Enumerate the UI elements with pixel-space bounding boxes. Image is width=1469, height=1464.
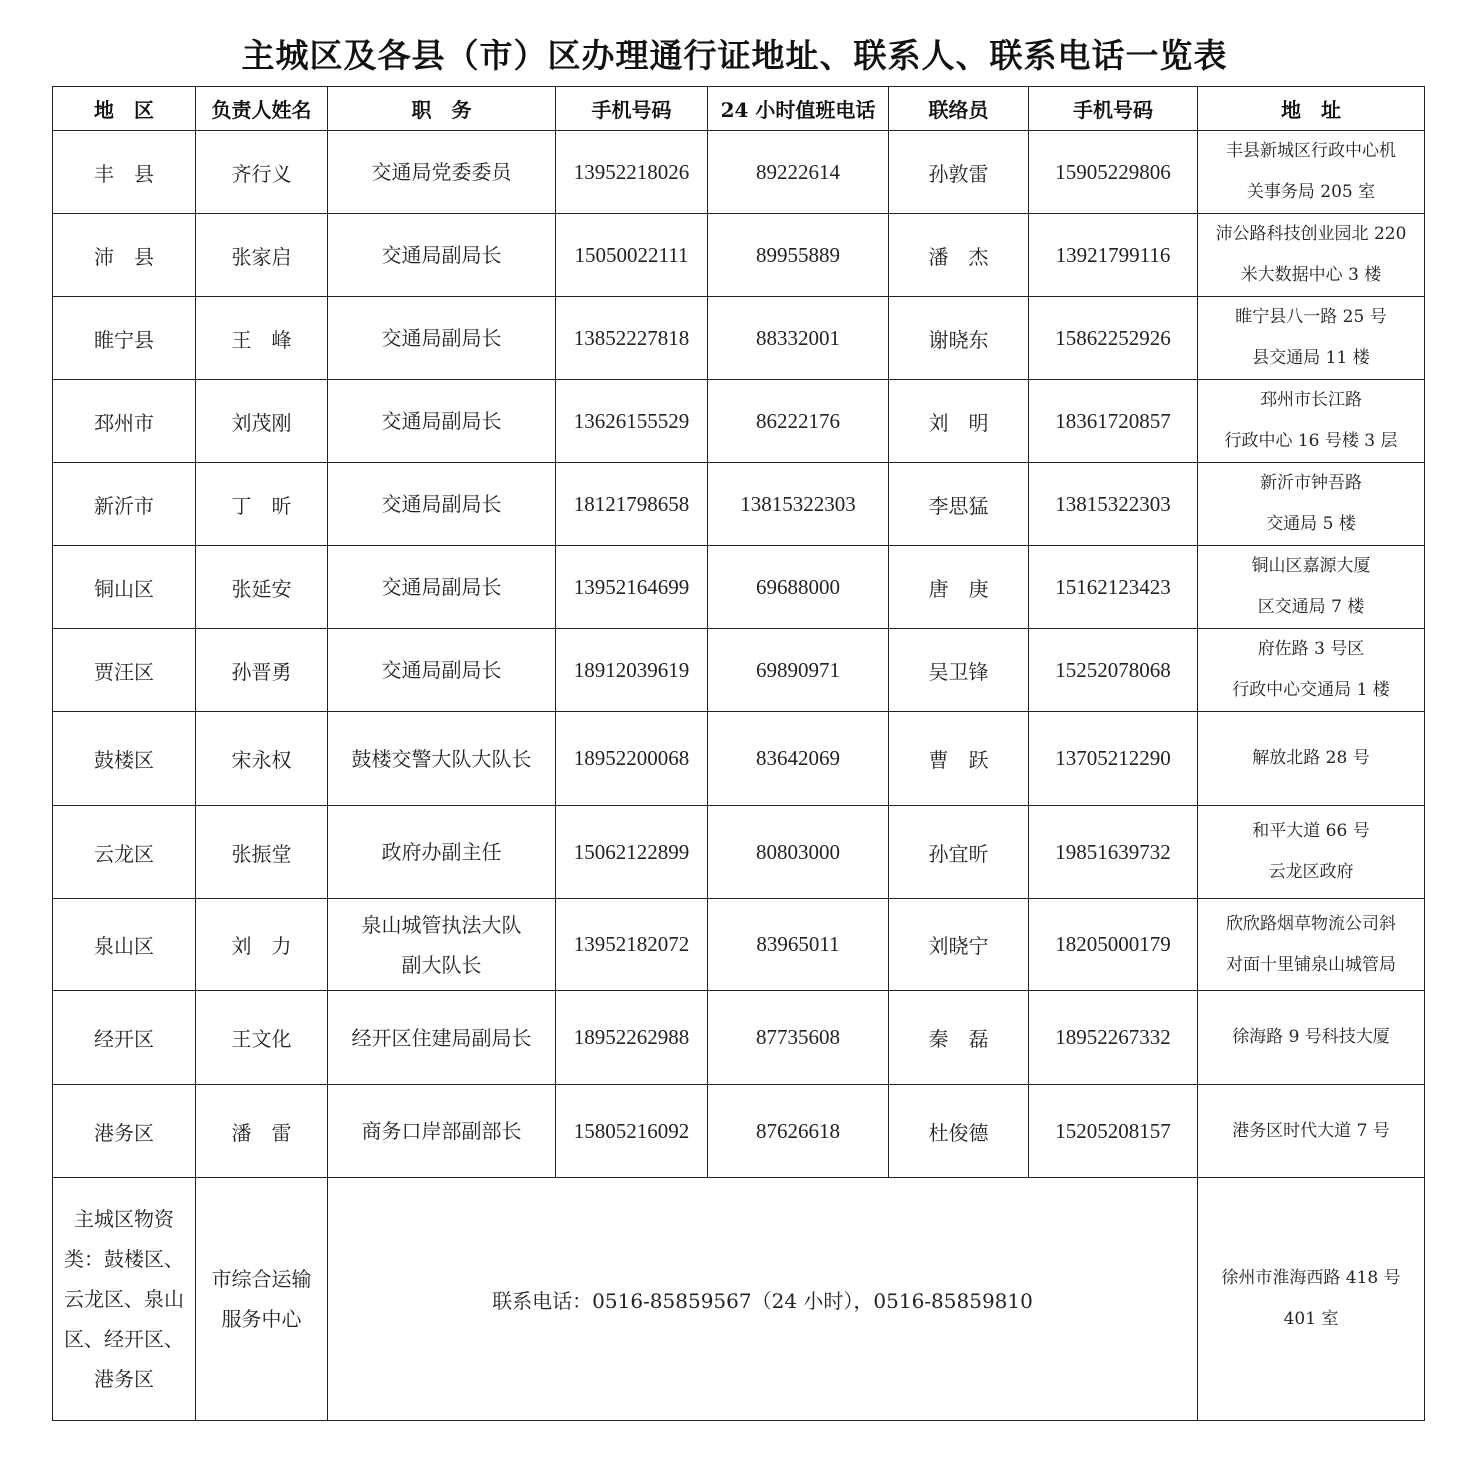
liaison-cell: 潘 杰 bbox=[889, 214, 1029, 297]
region-cell: 铜山区 bbox=[53, 546, 196, 629]
leader-cell: 张延安 bbox=[196, 546, 328, 629]
address-line: 府佐路 3 号区 bbox=[1257, 639, 1365, 659]
liaison-cell: 孙敦雷 bbox=[889, 131, 1029, 214]
leader-cell: 宋永权 bbox=[196, 712, 328, 806]
address-cell bbox=[1198, 991, 1425, 1085]
address-cell bbox=[1198, 214, 1425, 297]
position-line: 交通局党委委员 bbox=[371, 160, 512, 184]
address-line: 区交通局 7 楼 bbox=[1257, 597, 1365, 617]
address-line: 丰县新城区行政中心机 bbox=[1226, 141, 1396, 161]
address-line: 401 室 bbox=[1283, 1309, 1339, 1329]
mobile-cell: 15805216092 bbox=[556, 1085, 708, 1178]
address-line: 和平大道 66 号 bbox=[1252, 821, 1370, 841]
liaison-cell: 杜俊德 bbox=[889, 1085, 1029, 1178]
address-line: 徐州市淮海西路 418 号 bbox=[1221, 1268, 1401, 1288]
position-cell bbox=[328, 899, 556, 991]
summary-address-cell bbox=[1198, 1178, 1425, 1421]
leader-cell: 张振堂 bbox=[196, 806, 328, 899]
mobile-cell: 13952182072 bbox=[556, 899, 708, 991]
position-line: 交通局副局长 bbox=[381, 326, 502, 350]
address-cell bbox=[1198, 806, 1425, 899]
liaison-cell: 曹 跃 bbox=[889, 712, 1029, 806]
liaison-cell: 刘 明 bbox=[889, 380, 1029, 463]
address-cell bbox=[1198, 712, 1425, 806]
header-duty-phone: 24 小时值班电话 bbox=[708, 87, 889, 131]
liaison-mobile-cell: 13815322303 bbox=[1029, 463, 1198, 546]
position-cell bbox=[328, 629, 556, 712]
position-cell bbox=[328, 380, 556, 463]
mobile-cell: 13852227818 bbox=[556, 297, 708, 380]
duty-phone-cell: 89222614 bbox=[708, 131, 889, 214]
table-row bbox=[53, 806, 1425, 899]
table-row bbox=[53, 297, 1425, 380]
address-line: 睢宁县八一路 25 号 bbox=[1235, 307, 1387, 327]
table-row bbox=[53, 899, 1425, 991]
page-title: 主城区及各县（市）区办理通行证地址、联系人、联系电话一览表 bbox=[241, 36, 1228, 75]
region-cell: 邳州市 bbox=[53, 380, 196, 463]
position-cell bbox=[328, 297, 556, 380]
mobile-cell: 13952218026 bbox=[556, 131, 708, 214]
region-cell: 泉山区 bbox=[53, 899, 196, 991]
table-row bbox=[53, 546, 1425, 629]
table-row bbox=[53, 214, 1425, 297]
header-leader: 负责人姓名 bbox=[196, 87, 328, 131]
position-line: 经开区住建局副局长 bbox=[351, 1025, 532, 1050]
address-line: 对面十里铺泉山城管局 bbox=[1226, 954, 1396, 975]
region-cell: 贾汪区 bbox=[53, 629, 196, 712]
summary-contact-cell: 联系电话：0516-85859567（24 小时），0516-85859810 bbox=[328, 1178, 1198, 1421]
region-cell: 新沂市 bbox=[53, 463, 196, 546]
position-cell bbox=[328, 806, 556, 899]
address-line: 铜山区嘉源大厦 bbox=[1251, 556, 1371, 576]
address-cell bbox=[1198, 131, 1425, 214]
address-line: 行政中心交通局 1 楼 bbox=[1232, 680, 1390, 700]
position-line: 商务口岸部副部长 bbox=[361, 1119, 522, 1143]
duty-phone-cell: 69688000 bbox=[708, 546, 889, 629]
liaison-cell: 刘晓宁 bbox=[889, 899, 1029, 991]
region-cell: 沛 县 bbox=[53, 214, 196, 297]
address-cell bbox=[1198, 1085, 1425, 1178]
address-line: 县交通局 11 楼 bbox=[1252, 348, 1370, 368]
liaison-mobile-cell: 18952267332 bbox=[1029, 991, 1198, 1085]
address-line: 新沂市钟吾路 bbox=[1260, 473, 1362, 493]
duty-phone-cell: 80803000 bbox=[708, 806, 889, 899]
liaison-cell: 吴卫锋 bbox=[889, 629, 1029, 712]
region-cell: 丰 县 bbox=[53, 131, 196, 214]
liaison-mobile-cell: 18205000179 bbox=[1029, 899, 1198, 991]
address-line: 交通局 5 楼 bbox=[1266, 514, 1356, 534]
position-line: 政府办副主任 bbox=[381, 840, 502, 864]
address-line: 徐海路 9 号科技大厦 bbox=[1232, 1027, 1390, 1047]
mobile-cell: 15062122899 bbox=[556, 806, 708, 899]
position-line: 鼓楼交警大队大队长 bbox=[351, 746, 532, 771]
liaison-mobile-cell: 15252078068 bbox=[1029, 629, 1198, 712]
leader-cell: 刘茂刚 bbox=[196, 380, 328, 463]
summary-row bbox=[53, 1178, 1425, 1421]
summary-leader-cell: 市综合运输服务中心 bbox=[196, 1178, 328, 1421]
leader-cell: 张家启 bbox=[196, 214, 328, 297]
position-line: 泉山城管执法大队 bbox=[361, 912, 522, 937]
region-cell: 港务区 bbox=[53, 1085, 196, 1178]
address-line: 解放北路 28 号 bbox=[1252, 748, 1370, 768]
address-line: 关事务局 205 室 bbox=[1246, 182, 1376, 202]
region-cell: 云龙区 bbox=[53, 806, 196, 899]
address-line: 欣欣路烟草物流公司斜 bbox=[1226, 913, 1396, 934]
region-cell: 经开区 bbox=[53, 991, 196, 1085]
duty-phone-cell: 87735608 bbox=[708, 991, 889, 1085]
liaison-mobile-cell: 13921799116 bbox=[1029, 214, 1198, 297]
table-row bbox=[53, 131, 1425, 214]
leader-cell: 刘 力 bbox=[196, 899, 328, 991]
position-line: 交通局副局长 bbox=[381, 575, 502, 599]
table-row bbox=[53, 991, 1425, 1085]
liaison-mobile-cell: 15205208157 bbox=[1029, 1085, 1198, 1178]
position-cell bbox=[328, 546, 556, 629]
position-cell bbox=[328, 712, 556, 806]
summary-region-cell: 主城区物资类：鼓楼区、云龙区、泉山区、经开区、港务区 bbox=[53, 1178, 196, 1421]
duty-phone-cell: 87626618 bbox=[708, 1085, 889, 1178]
liaison-cell: 谢晓东 bbox=[889, 297, 1029, 380]
table-row bbox=[53, 463, 1425, 546]
mobile-cell: 13952164699 bbox=[556, 546, 708, 629]
leader-cell: 王 峰 bbox=[196, 297, 328, 380]
table-body bbox=[53, 131, 1425, 1421]
position-cell bbox=[328, 214, 556, 297]
address-cell bbox=[1198, 899, 1425, 991]
liaison-cell: 唐 庚 bbox=[889, 546, 1029, 629]
address-line: 邳州市长江路 bbox=[1260, 390, 1362, 410]
header-address: 地 址 bbox=[1198, 87, 1425, 131]
liaison-mobile-cell: 19851639732 bbox=[1029, 806, 1198, 899]
liaison-mobile-cell: 13705212290 bbox=[1029, 712, 1198, 806]
mobile-cell: 18912039619 bbox=[556, 629, 708, 712]
address-cell bbox=[1198, 629, 1425, 712]
mobile-cell: 18952262988 bbox=[556, 991, 708, 1085]
position-cell bbox=[328, 991, 556, 1085]
mobile-cell: 15050022111 bbox=[556, 214, 708, 297]
position-cell bbox=[328, 1085, 556, 1178]
duty-phone-cell: 83965011 bbox=[708, 899, 889, 991]
duty-phone-cell: 69890971 bbox=[708, 629, 889, 712]
leader-cell: 孙晋勇 bbox=[196, 629, 328, 712]
region-cell: 鼓楼区 bbox=[53, 712, 196, 806]
table-row bbox=[53, 629, 1425, 712]
address-line: 沛公路科技创业园北 220 bbox=[1215, 224, 1407, 244]
address-line: 港务区时代大道 7 号 bbox=[1232, 1120, 1390, 1141]
address-cell bbox=[1198, 297, 1425, 380]
header-liaison: 联络员 bbox=[889, 87, 1029, 131]
header-mobile: 手机号码 bbox=[556, 87, 708, 131]
liaison-mobile-cell: 15905229806 bbox=[1029, 131, 1198, 214]
contact-table bbox=[52, 86, 1425, 1421]
leader-cell: 齐行义 bbox=[196, 131, 328, 214]
header-row bbox=[53, 87, 1425, 131]
duty-phone-cell: 88332001 bbox=[708, 297, 889, 380]
leader-cell: 丁 昕 bbox=[196, 463, 328, 546]
mobile-cell: 13626155529 bbox=[556, 380, 708, 463]
position-line: 交通局副局长 bbox=[381, 243, 502, 267]
position-cell bbox=[328, 131, 556, 214]
address-cell bbox=[1198, 380, 1425, 463]
position-line: 交通局副局长 bbox=[381, 492, 502, 516]
table-row bbox=[53, 1085, 1425, 1178]
region-cell: 睢宁县 bbox=[53, 297, 196, 380]
table-row bbox=[53, 380, 1425, 463]
duty-phone-cell: 13815322303 bbox=[708, 463, 889, 546]
liaison-mobile-cell: 15162123423 bbox=[1029, 546, 1198, 629]
duty-phone-cell: 89955889 bbox=[708, 214, 889, 297]
address-cell bbox=[1198, 546, 1425, 629]
position-line: 交通局副局长 bbox=[381, 658, 502, 682]
position-cell bbox=[328, 463, 556, 546]
duty-phone-cell: 83642069 bbox=[708, 712, 889, 806]
position-line: 副大队长 bbox=[401, 952, 482, 977]
leader-cell: 王文化 bbox=[196, 991, 328, 1085]
header-liaison-mobile: 手机号码 bbox=[1029, 87, 1198, 131]
liaison-mobile-cell: 15862252926 bbox=[1029, 297, 1198, 380]
liaison-mobile-cell: 18361720857 bbox=[1029, 380, 1198, 463]
address-line: 云龙区政府 bbox=[1268, 862, 1354, 882]
liaison-cell: 秦 磊 bbox=[889, 991, 1029, 1085]
liaison-cell: 李思猛 bbox=[889, 463, 1029, 546]
position-line: 交通局副局长 bbox=[381, 409, 502, 433]
address-line: 米大数据中心 3 楼 bbox=[1240, 265, 1382, 285]
address-cell bbox=[1198, 463, 1425, 546]
liaison-cell: 孙宜昕 bbox=[889, 806, 1029, 899]
header-position: 职 务 bbox=[328, 87, 556, 131]
address-line: 行政中心 16 号楼 3 层 bbox=[1224, 431, 1398, 451]
mobile-cell: 18952200068 bbox=[556, 712, 708, 806]
duty-phone-cell: 86222176 bbox=[708, 380, 889, 463]
table-row bbox=[53, 712, 1425, 806]
mobile-cell: 18121798658 bbox=[556, 463, 708, 546]
leader-cell: 潘 雷 bbox=[196, 1085, 328, 1178]
header-region: 地 区 bbox=[53, 87, 196, 131]
